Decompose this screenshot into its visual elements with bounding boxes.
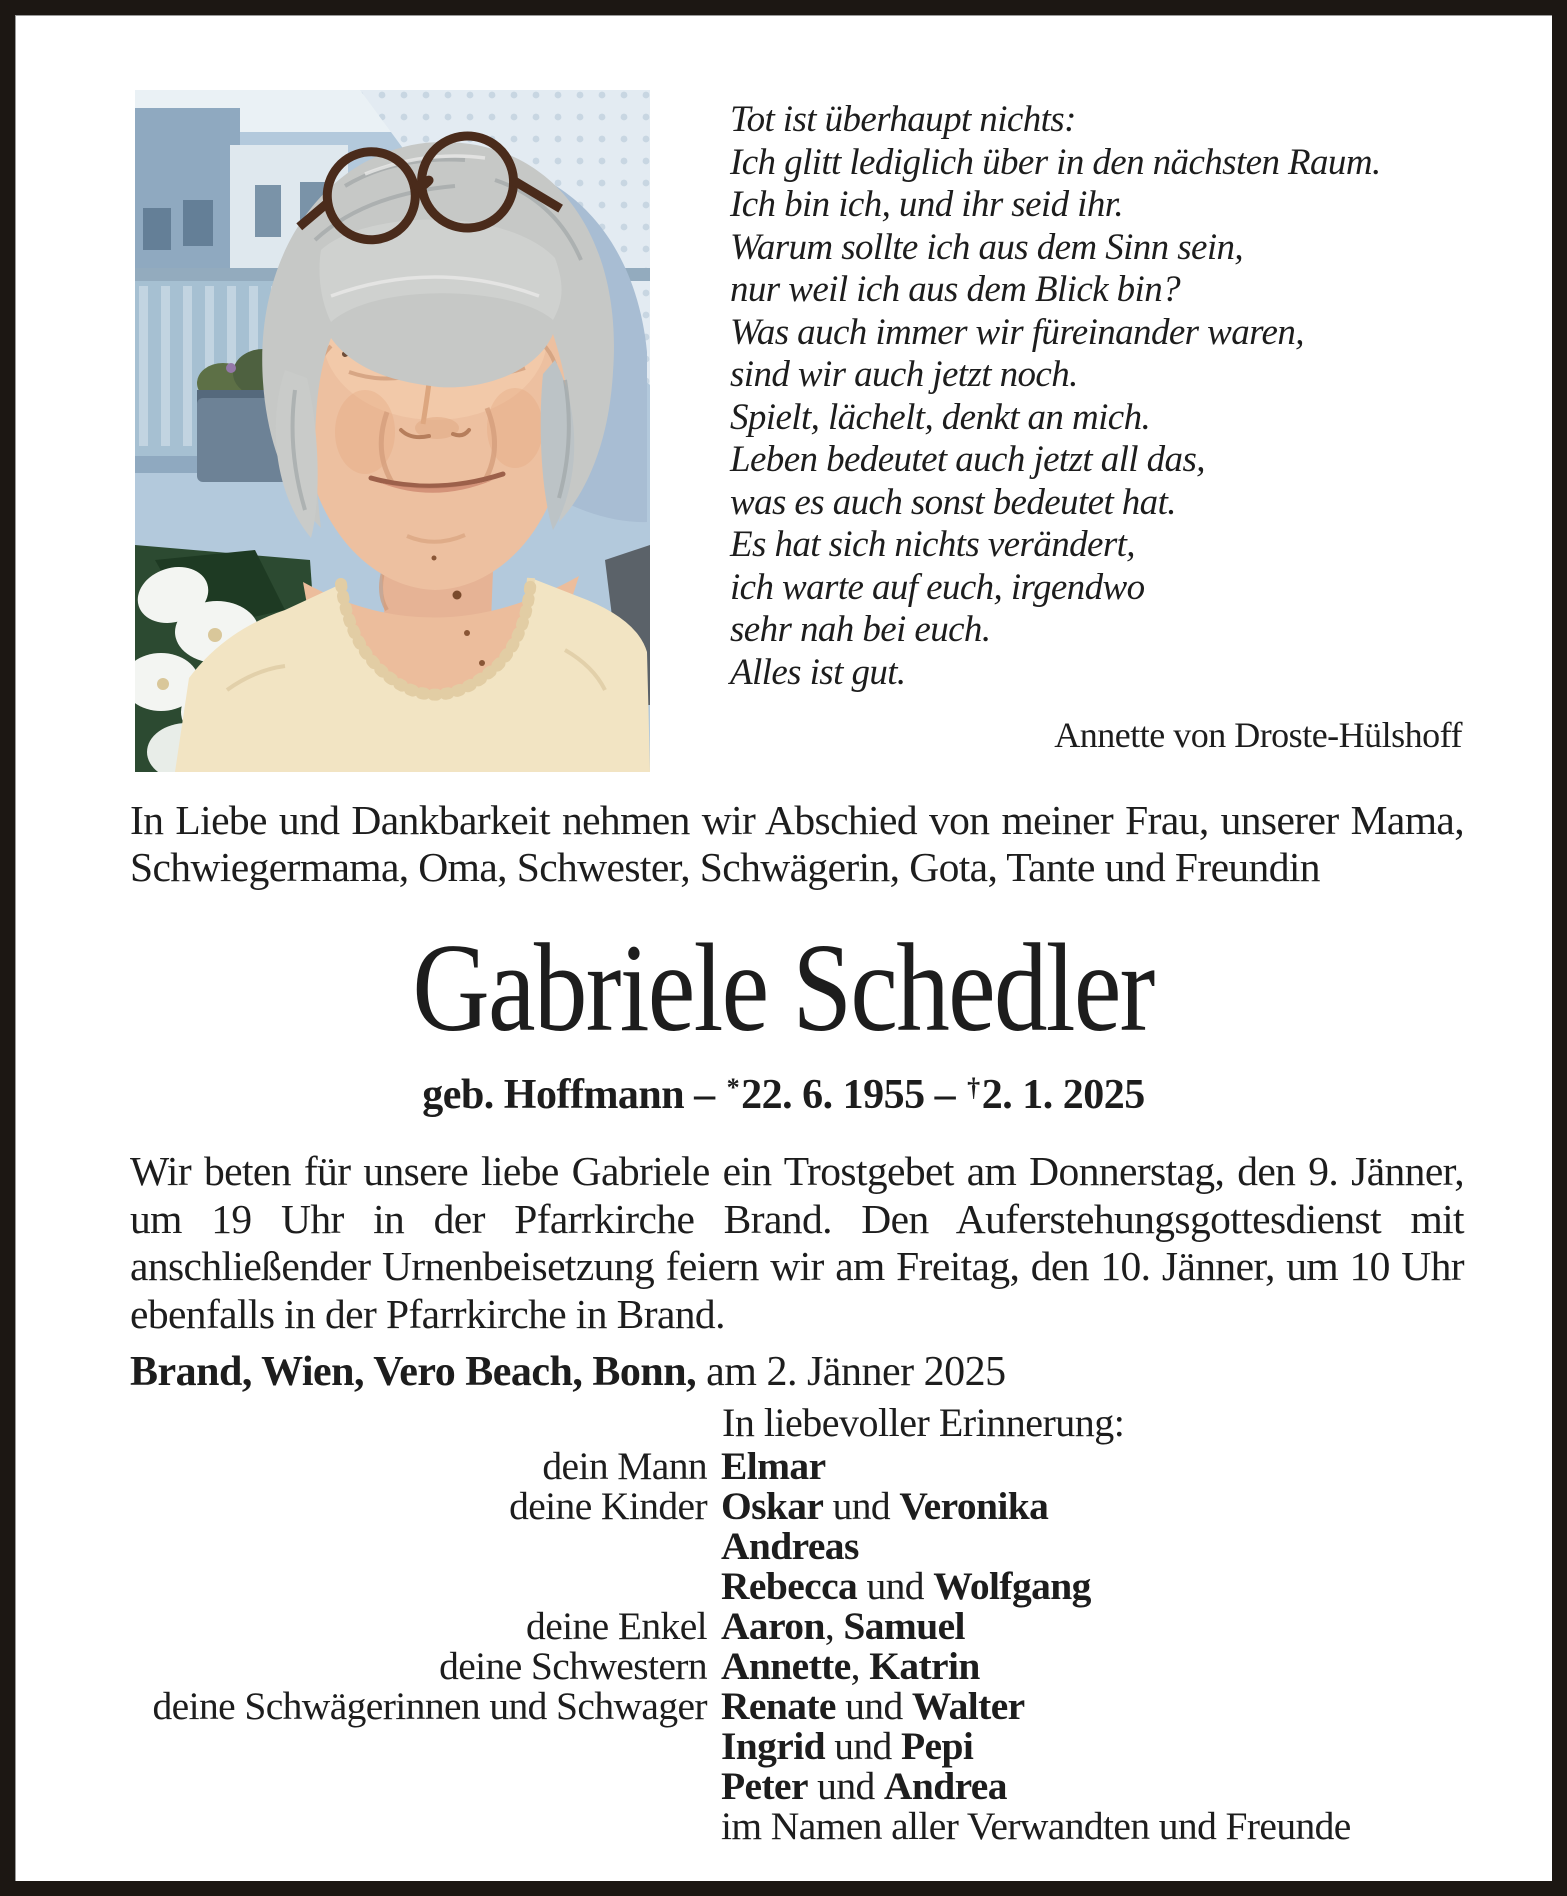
poem-line: Ich glitt lediglich über in den nächsten Raum.: [730, 141, 1381, 183]
poem-line: sind wir auch jetzt noch.: [730, 354, 1078, 395]
deceased-name-text: Gabriele Schedler: [412, 919, 1155, 1058]
name-connector: und: [807, 1764, 884, 1808]
name-connector: und: [835, 1684, 912, 1728]
dateline: [130, 1348, 1464, 1396]
poem-line: nur weil ich aus dem Blick bin?: [730, 269, 1180, 310]
remembrance-row: [15, 1686, 1475, 1726]
vitals-separator: –: [924, 1072, 966, 1118]
relation-label: dein Mann: [542, 1444, 707, 1488]
name-connector: und: [823, 1484, 900, 1528]
poem-line: Spielt, lächelt, denkt an mich.: [730, 396, 1151, 438]
mourner-names: [721, 1726, 1475, 1766]
mourner-names: [721, 1766, 1475, 1806]
mourner-name: Annette: [721, 1644, 851, 1688]
mourner-names: [721, 1686, 1475, 1726]
name-connector: und: [857, 1564, 934, 1608]
poem-attribution: Annette von Droste-Hülshoff: [1054, 715, 1462, 755]
name-connector: im Namen aller Verwandten und Freunde: [721, 1804, 1351, 1848]
poem-line: Warum sollte ich aus dem Sinn sein,: [730, 226, 1244, 268]
vitals-line: [15, 1071, 1552, 1119]
relation-label: [15, 1806, 707, 1846]
poem-line: Leben bedeutet auch jetzt all das,: [730, 439, 1205, 480]
poem-line: Es hat sich nichts verändert,: [730, 524, 1135, 565]
deceased-name: [15, 920, 1552, 1059]
dateline-places: Brand, Wien, Vero Beach, Bonn,: [130, 1349, 697, 1395]
remembrance-list: [15, 1446, 1475, 1846]
funeral-announcement: Wir beten für unsere liebe Gabriele ein Trostgebet am Donnerstag, den 9. Jänner, um 19 Uhr in der Pfarrkirche Brand. Den Auferstehungsgottesdienst mit anschließender Urnenbeisetzung feiern wir am Freitag, den 10. Jänner, um 10 Uhr ebenfalls in der Pfarrkirche in Brand.: [130, 1148, 1464, 1337]
mourner-name: Peter: [721, 1764, 808, 1808]
mourner-name: Elmar: [721, 1444, 826, 1488]
intro-text: In Liebe und Dankbarkeit nehmen wir Abschied von meiner Frau, unserer Mama, Schwiegermama, Oma, Schwester, Schwägerin, Gota, Tante und Freundin: [130, 797, 1464, 890]
remembrance-row: [15, 1526, 1475, 1566]
mourner-name: Oskar: [721, 1484, 824, 1528]
mourner-names: [721, 1486, 1475, 1526]
mourner-name: Walter: [911, 1684, 1025, 1728]
mourner-name: Wolfgang: [933, 1564, 1091, 1608]
maiden-name: geb. Hoffmann –: [422, 1072, 725, 1118]
dateline-date: am 2. Jänner 2025: [696, 1349, 1006, 1395]
relation-label: [15, 1766, 707, 1806]
mourner-names: [721, 1646, 1475, 1686]
poem-quote: [730, 99, 1472, 694]
mourner-name: Andrea: [883, 1764, 1007, 1808]
mourner-names: [721, 1446, 1475, 1486]
poem-line: sehr nah bei euch.: [730, 609, 991, 650]
mourner-name: Katrin: [869, 1644, 980, 1688]
mourner-name: Samuel: [843, 1604, 965, 1648]
relation-label: deine Schwägerinnen und Schwager: [152, 1684, 707, 1728]
mourner-name: Rebecca: [721, 1564, 858, 1608]
name-connector: ,: [824, 1604, 844, 1648]
name-connector: ,: [850, 1644, 870, 1688]
portrait-photo-illustration: [135, 90, 650, 772]
mourner-name: Renate: [721, 1684, 836, 1728]
death-date: 2. 1. 2025: [981, 1072, 1145, 1118]
birth-date: 22. 6. 1955: [741, 1072, 925, 1118]
remembrance-row: [15, 1566, 1475, 1606]
mourner-names: [721, 1606, 1475, 1646]
poem-line: ich warte auf euch, irgendwo: [730, 566, 1145, 608]
remembrance-row: [15, 1486, 1475, 1526]
remembrance-row: [15, 1446, 1475, 1486]
relation-label: [15, 1726, 707, 1766]
remembrance-heading: In liebevoller Erinnerung:: [722, 1400, 1125, 1445]
mourner-name: Andreas: [721, 1524, 859, 1568]
death-symbol: †: [967, 1073, 980, 1103]
mourner-names: [721, 1526, 1475, 1566]
poem-line: Ich bin ich, und ihr seid ihr.: [730, 184, 1124, 225]
poem-line: Alles ist gut.: [730, 651, 906, 693]
remembrance-row: [15, 1606, 1475, 1646]
mourner-name: Pepi: [900, 1724, 974, 1768]
birth-symbol: *: [726, 1073, 740, 1103]
mourner-names: [721, 1566, 1475, 1606]
relation-label: deine Kinder: [509, 1484, 707, 1528]
portrait-photo: [135, 90, 650, 772]
remembrance-row: [15, 1646, 1475, 1686]
relation-label: [15, 1526, 707, 1566]
mourner-name: Veronika: [899, 1484, 1049, 1528]
relation-label: deine Enkel: [526, 1604, 707, 1648]
relation-label: deine Schwestern: [439, 1644, 707, 1688]
relation-label: [15, 1566, 707, 1606]
mourner-names: [721, 1806, 1475, 1846]
remembrance-row: [15, 1726, 1475, 1766]
mourner-name: Aaron: [721, 1604, 825, 1648]
remembrance-row: [15, 1766, 1475, 1806]
name-connector: und: [824, 1724, 901, 1768]
poem-line: Tot ist überhaupt nichts:: [730, 99, 1076, 140]
remembrance-row: [15, 1806, 1475, 1846]
poem-line: Was auch immer wir füreinander waren,: [730, 311, 1304, 353]
poem-line: was es auch sonst bedeutet hat.: [730, 481, 1176, 523]
mourner-name: Ingrid: [721, 1724, 825, 1768]
